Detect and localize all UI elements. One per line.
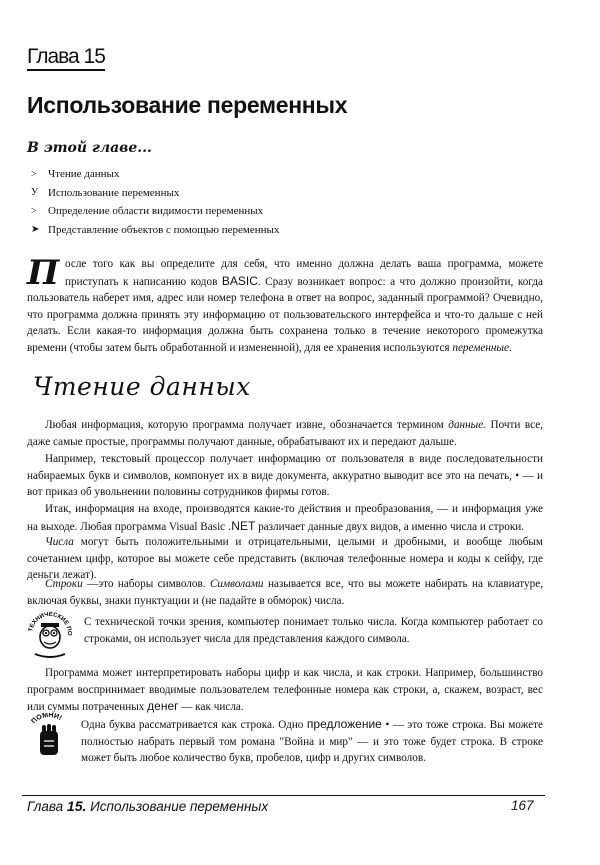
running-footer: Глава 15. Использование переменных [27,798,269,814]
svg-text:ПОМНИ!: ПОМНИ! [30,713,63,726]
list-item-text: Использование переменных [48,186,180,199]
intro-paragraph: После того как вы определите для себя, что именно должна делать ваша программа, можете приступать к написанию кодов BASIC. Сразу возникает вопрос: а что должно произойти, когда пользователь наберет имя, адрес или номер телефона в ответ на вопрос, заданный программой? Очевидно, что программа должна принять эту информацию от пользовательского интерфейса и что-то дальше с ней делать. Если какая-то информация должна быть сохранена только в течение некоторого промежутка времени (чтобы затем быть обработанной и измененной), для ее хранения используются переменные. [27,253,543,354]
list-item-text: Чтение данных [48,168,120,181]
paragraph-strings: Строки —это наборы символов. Символами называется все, что вы можете набирать на клавиатуре, включая буквы, знаки пунктуации и (не падайте в обморок) числа. [27,578,543,607]
bullet-marker: > [31,168,37,180]
in-chapter-heading: В этой главе... [27,140,152,156]
bullet-marker: У [31,187,39,199]
list-item-text: Определение области видимости переменных [48,205,264,218]
list-item [31,165,279,184]
technical-note: С технической точки зрения, компьютер понимает только числа. Когда компьютер работает со строками, он использует числа для представления каждого символа. [84,616,543,645]
drop-cap: П [27,253,60,293]
chapter-label: Глава 15 [27,46,105,71]
paragraph-numbers: Числа могут быть положительными и отрицательными, целыми и дробными, и вообще любым сочетанием цифр, которое вы можете себе представить (включая телефонные номера и коды к сейфу, где деньги лежат). [27,536,543,582]
paragraph-interpretation: Программа может интерпретировать наборы цифр и как числа, и как строки. Например, большинство программ воспринимает вводимые пользователем телефонные номера как строки, а, скажем, возраст, вес или суммы потраченных денег — как числа. [27,667,543,714]
remember-note: Одна буква рассматривается как строка. Одно предложение • — это тоже строка. Вы можете полностью набрать первый том романа "Война и мир" — и это тоже будет строка. В строке может быть любое количество букв, пробелов, цифр и других символов. [81,717,544,765]
list-item [31,202,279,221]
svg-text:ТЕХНИЧЕСКИЕ ПОДРОБНОСТИ: ТЕХНИЧЕСКИЕ ПО [28,611,73,636]
paragraph-input-output: Итак, информация на входе, производятся какие-то действия и преобразования, — и информация уже на выходе. Любая программа Visual Basic .NET различает данные двух видов, а именно числа и строки. [27,503,543,533]
footer-rule [22,795,545,796]
remember-icon [27,713,71,761]
paragraph-word-processor: Например, текстовый процессор получает информацию от пользователя в виде последовательности набираемых букв и символов, компонует их в виде документа, аккуратно выводит все это на печать, • — и вот приказ об увольнении половины сотрудников фирмы готов. [27,453,543,499]
basic-word: BASIC [221,273,258,288]
bullet-marker: > [31,205,37,217]
chapter-contents-list [31,165,279,239]
list-item [31,184,279,203]
list-item-text: Представление объектов с помощью переменных [48,223,280,236]
paragraph-data-definition: Любая информация, которую программа получает извне, обозначается термином данные. Почти все, даже самые простые, программы получают данные, обрабатывают их и передают дальше. [27,419,544,448]
technical-details-icon [27,610,73,660]
section-heading: Чтение данных [33,372,251,401]
list-item [31,221,279,240]
page-number: 167 [511,798,534,813]
chapter-title: Использование переменных [27,92,348,118]
bullet-marker: ➤ [31,224,40,236]
